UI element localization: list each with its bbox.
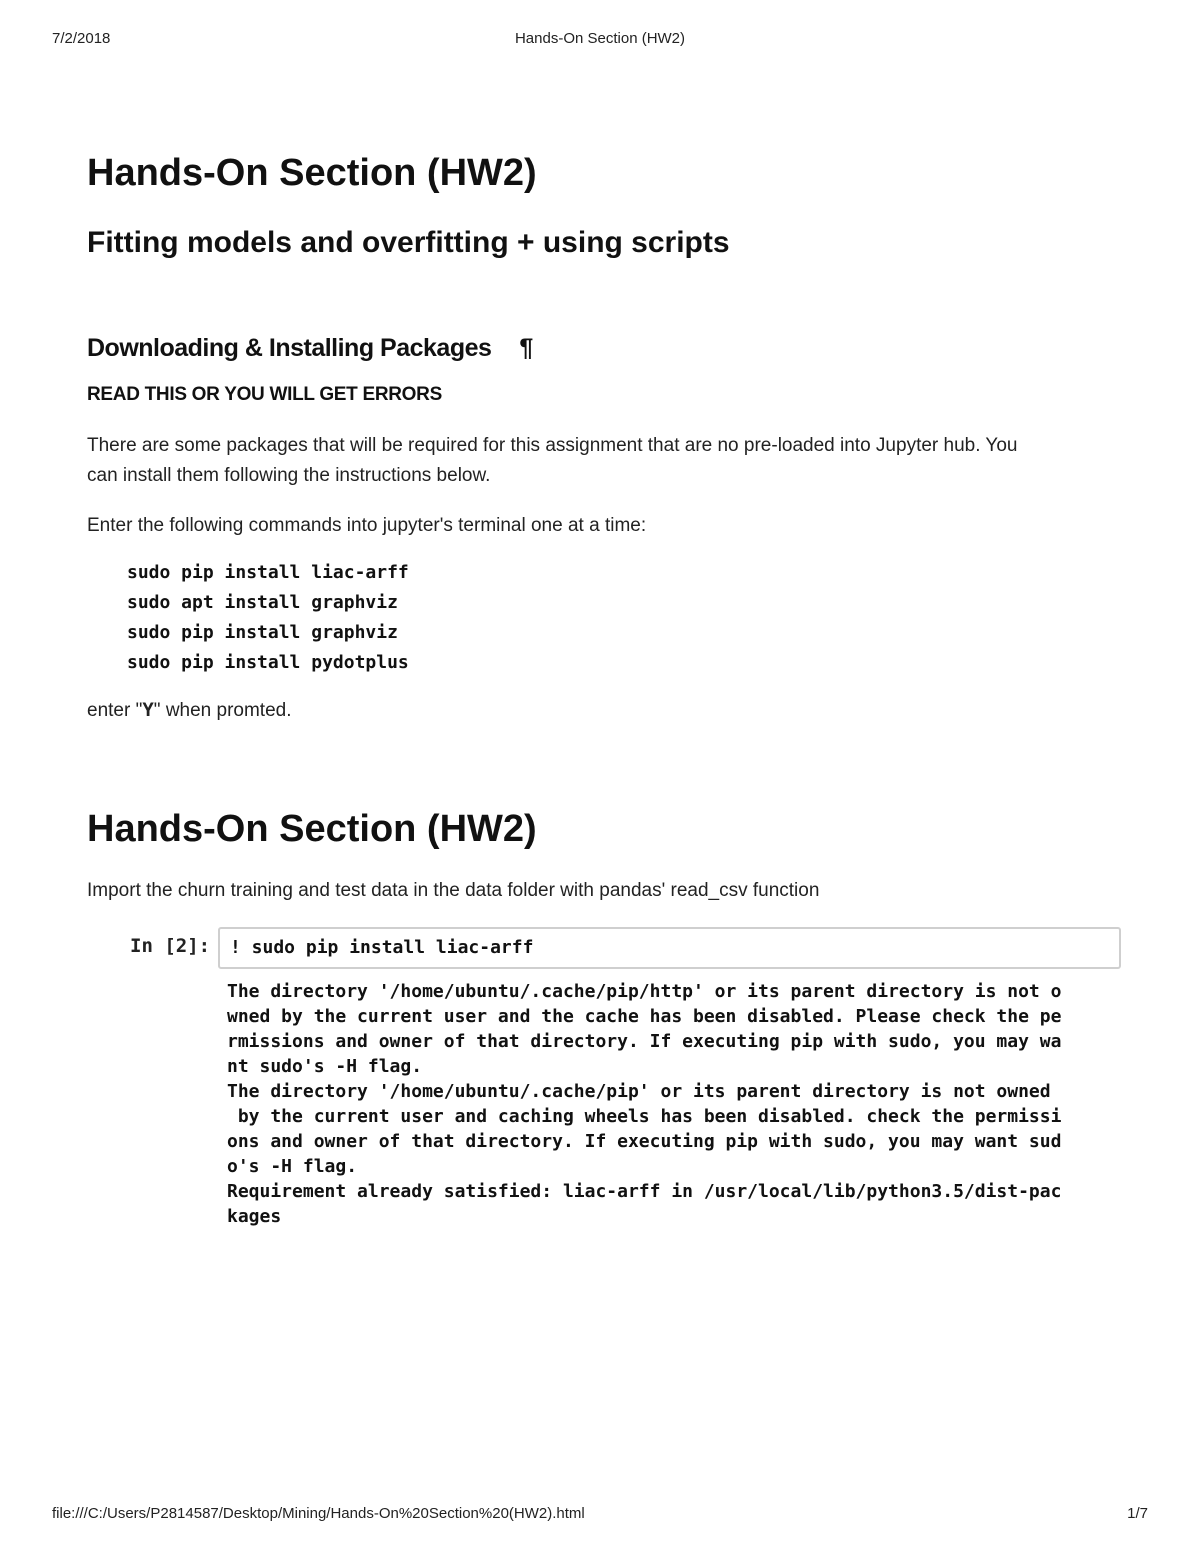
output-line: wned by the current user and the cache has been disabled. Please check the pe [227,1006,1062,1027]
cell-prompt: In [2]: [130,935,211,957]
import-instruction: Import the churn training and test data in the data folder with pandas' read_csv function [87,880,820,901]
anchor-link-icon[interactable]: ¶ [519,334,533,362]
code-input[interactable]: ! sudo pip install liac-arff [218,927,1121,969]
intro-line: There are some packages that will be required for this assignment that are no pre-loaded into Jupyter hub. You [87,435,1018,456]
prompt-note-key: Y [142,699,154,721]
print-header [52,30,1148,50]
output-line: The directory '/home/ubuntu/.cache/pip/http' or its parent directory is not o [227,981,1062,1002]
page-number: 1/7 [1127,1505,1148,1522]
notebook-content [87,150,1127,906]
command-line: sudo pip install graphviz [127,622,398,643]
section-heading [87,332,1127,364]
output-line: by the current user and caching wheels has been disabled. check the permissi [227,1106,1062,1127]
command-line: sudo pip install pydotplus [127,652,409,673]
command-line: sudo apt install graphviz [127,592,398,613]
output-line: o's -H flag. [227,1156,358,1177]
output-line: rmissions and owner of that directory. If executing pip with sudo, you may wa [227,1031,1062,1052]
output-line: nt sudo's -H flag. [227,1056,423,1077]
enter-commands-text: Enter the following commands into jupyter's terminal one at a time: [87,515,647,536]
commands-code-block [127,558,1127,678]
section-title: Hands-On Section (HW2) [87,808,537,850]
subtitle: Fitting models and overfitting + using scripts [87,226,730,259]
output-line: Requirement already satisfied: liac-arff in /usr/local/lib/python3.5/dist-pac [227,1181,1062,1202]
section-heading-text: Downloading & Installing Packages [87,334,492,362]
file-url: file:///C:/Users/P2814587/Desktop/Mining/Hands-On%20Section%20(HW2).html [52,1505,585,1522]
prompt-note [87,695,1127,726]
output-line: kages [227,1206,282,1227]
prompt-note-after: " when promted. [153,700,292,721]
output-line: The directory '/home/ubuntu/.cache/pip' or its parent directory is not owned [227,1081,1051,1102]
prompt-note-before: enter " [87,700,143,721]
intro-line: can install them following the instructions below. [87,465,491,486]
command-line: sudo pip install liac-arff [127,562,409,583]
warning-text: READ THIS OR YOU WILL GET ERRORS [87,384,442,405]
print-date: 7/2/2018 [52,30,111,47]
print-title: Hands-On Section (HW2) [514,30,686,47]
output-line: ons and owner of that directory. If executing pip with sudo, you may want sud [227,1131,1062,1152]
cell-output [227,979,1107,1229]
page-title: Hands-On Section (HW2) [87,152,537,194]
intro-paragraph [87,431,1127,491]
